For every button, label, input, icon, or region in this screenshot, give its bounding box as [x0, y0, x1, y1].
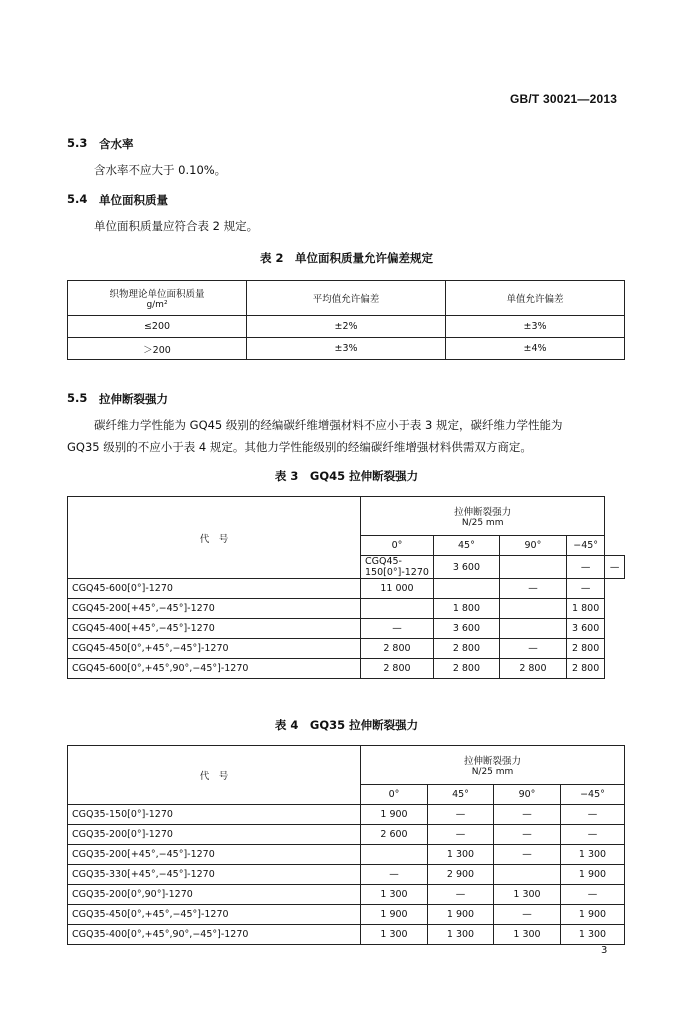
- table-cell: 1 800: [433, 599, 499, 619]
- section-5-4-title: 单位面积质量: [99, 193, 168, 207]
- table-4-caption: 表 4 GQ35 拉伸断裂强力: [274, 718, 419, 732]
- table-cell: —: [499, 579, 566, 599]
- table-row: [68, 619, 625, 639]
- table-row: [68, 639, 625, 659]
- table-2-caption: 表 2 单位面积质量允许偏差规定: [259, 251, 433, 265]
- table-cell: 3 600: [433, 556, 499, 579]
- table-cell: 1 300: [561, 925, 625, 945]
- table-2: [67, 280, 625, 360]
- table-cell: —: [494, 825, 561, 845]
- table-4-unit: N/25 mm: [471, 767, 514, 777]
- table-cell: —: [494, 805, 561, 825]
- table-4-group-label: 拉伸断裂强力: [463, 756, 521, 767]
- table-row: [68, 925, 625, 945]
- table-cell: —: [428, 885, 494, 905]
- table-cell: [499, 619, 566, 639]
- table-cell: 2 800: [361, 659, 434, 679]
- table-cell: 1 900: [361, 805, 428, 825]
- table-cell: 1 300: [494, 885, 561, 905]
- table-cell: —: [605, 556, 625, 579]
- table-cell: —: [499, 639, 566, 659]
- table-4-header-row-1: [68, 746, 625, 785]
- table-3: [67, 496, 625, 679]
- table-cell: 1 900: [561, 865, 625, 885]
- section-5-5-title: 拉伸断裂强力: [99, 392, 168, 406]
- table-2-header-mass: [68, 281, 247, 316]
- table-cell: ±3%: [446, 316, 625, 338]
- table-3-angle-90: 90°: [499, 536, 566, 556]
- table-3-angle-45: 45°: [433, 536, 499, 556]
- table-cell: —: [566, 579, 604, 599]
- table-cell: CGQ45-150[0°]-1270: [361, 556, 434, 579]
- table-cell: 2 800: [566, 659, 604, 679]
- table-cell: [494, 865, 561, 885]
- table-cell: —: [561, 825, 625, 845]
- table-row: [68, 885, 625, 905]
- table-cell: CGQ45-450[0°,+45°,−45°]-1270: [68, 639, 361, 659]
- section-5-3-title: 含水率: [99, 137, 134, 151]
- table-cell: [361, 845, 428, 865]
- table-3-caption: 表 3 GQ45 拉伸断裂强力: [274, 469, 419, 483]
- table-cell: —: [561, 805, 625, 825]
- table-cell: —: [566, 556, 604, 579]
- table-3-angle-0: 0°: [361, 536, 434, 556]
- table-cell: CGQ35-150[0°]-1270: [68, 805, 361, 825]
- table-cell: —: [494, 845, 561, 865]
- table-3-header-row-1: [68, 497, 625, 536]
- table-cell: CGQ35-330[+45°,−45°]-1270: [68, 865, 361, 885]
- table-cell: 1 300: [428, 845, 494, 865]
- table-row: [68, 905, 625, 925]
- table-cell: [361, 599, 434, 619]
- table-cell: 3 600: [566, 619, 604, 639]
- table-cell: 11 000: [361, 579, 434, 599]
- section-5-5-line-1: 碳纤维力学性能为 GQ45 级别的经编碳纤维增强材料不应小于表 3 规定，碳纤维力学性能为: [94, 418, 563, 432]
- table-cell: ±4%: [446, 338, 625, 360]
- page-number: 3: [601, 945, 608, 956]
- table-4-angle-0: 0°: [361, 785, 428, 805]
- section-5-3-number: 5.3: [67, 136, 88, 150]
- table-4-angle-45: 45°: [428, 785, 494, 805]
- table-3-group-header: [361, 497, 605, 536]
- table-row: [68, 338, 625, 360]
- table-cell: 1 900: [361, 905, 428, 925]
- table-cell: —: [361, 865, 428, 885]
- table-cell: CGQ35-200[+45°,−45°]-1270: [68, 845, 361, 865]
- table-2-header-mass-unit: g/m²: [146, 300, 168, 310]
- table-2-header-mean: 平均值允许偏差: [247, 281, 446, 316]
- table-cell: —: [428, 805, 494, 825]
- table-cell: ±3%: [247, 338, 446, 360]
- table-cell: CGQ45-600[0°,+45°,90°,−45°]-1270: [68, 659, 361, 679]
- table-cell: 2 800: [499, 659, 566, 679]
- table-3-angle-neg45: −45°: [566, 536, 604, 556]
- table-cell: 2 800: [433, 659, 499, 679]
- table-cell: CGQ35-200[0°]-1270: [68, 825, 361, 845]
- table-cell: CGQ45-200[+45°,−45°]-1270: [68, 599, 361, 619]
- table-row: [68, 659, 625, 679]
- table-row: [68, 805, 625, 825]
- table-cell: 1 800: [566, 599, 604, 619]
- table-4-code-header: 代 号: [68, 746, 361, 805]
- section-5-4-text: 单位面积质量应符合表 2 规定。: [94, 219, 259, 233]
- table-cell: 1 300: [428, 925, 494, 945]
- table-cell: CGQ45-600[0°]-1270: [68, 579, 361, 599]
- table-cell: [499, 599, 566, 619]
- table-row: [68, 599, 625, 619]
- table-cell: —: [361, 619, 434, 639]
- section-5-5-line-2: GQ35 级别的不应小于表 4 规定。其他力学性能级别的经编碳纤维增强材料供需双方商定。: [67, 440, 532, 454]
- section-5-5-number: 5.5: [67, 391, 88, 405]
- table-cell: —: [561, 885, 625, 905]
- section-5-3-text: 含水率不应大于 0.10%。: [94, 163, 227, 177]
- table-cell: 3 600: [433, 619, 499, 639]
- table-cell: CGQ35-200[0°,90°]-1270: [68, 885, 361, 905]
- table-cell: 1 900: [428, 905, 494, 925]
- table-cell: —: [494, 905, 561, 925]
- table-cell: 1 300: [494, 925, 561, 945]
- table-4-group-header: [361, 746, 625, 785]
- section-5-4-number: 5.4: [67, 192, 88, 206]
- table-cell: 1 300: [361, 885, 428, 905]
- table-row: [68, 316, 625, 338]
- table-2-header-single: 单值允许偏差: [446, 281, 625, 316]
- table-cell: 1 300: [361, 925, 428, 945]
- table-3-group-label: 拉伸断裂强力: [454, 507, 512, 518]
- table-3-unit: N/25 mm: [461, 518, 504, 528]
- table-cell: CGQ35-450[0°,+45°,−45°]-1270: [68, 905, 361, 925]
- table-cell: 1 300: [561, 845, 625, 865]
- table-cell: ≤200: [68, 316, 247, 338]
- table-cell: ±2%: [247, 316, 446, 338]
- table-cell: 2 600: [361, 825, 428, 845]
- table-row: [68, 845, 625, 865]
- table-2-header-row: [68, 281, 625, 316]
- table-cell: CGQ35-400[0°,+45°,90°,−45°]-1270: [68, 925, 361, 945]
- table-4: [67, 745, 625, 945]
- table-4-angle-neg45: −45°: [561, 785, 625, 805]
- table-cell: 2 800: [566, 639, 604, 659]
- standard-code: GB/T 30021—2013: [510, 92, 618, 106]
- table-row: [68, 579, 625, 599]
- table-cell: CGQ45-400[+45°,−45°]-1270: [68, 619, 361, 639]
- table-cell: —: [428, 825, 494, 845]
- table-row: [68, 825, 625, 845]
- table-cell: ＞200: [68, 338, 247, 360]
- table-cell: 2 800: [361, 639, 434, 659]
- table-cell: 2 800: [433, 639, 499, 659]
- table-4-angle-90: 90°: [494, 785, 561, 805]
- table-cell: [433, 579, 499, 599]
- table-cell: 1 900: [561, 905, 625, 925]
- table-3-code-header: 代 号: [68, 497, 361, 579]
- table-2-header-mass-label: 织物理论单位面积质量: [109, 289, 205, 300]
- table-cell: [499, 556, 566, 579]
- table-cell: 2 900: [428, 865, 494, 885]
- table-row: [68, 865, 625, 885]
